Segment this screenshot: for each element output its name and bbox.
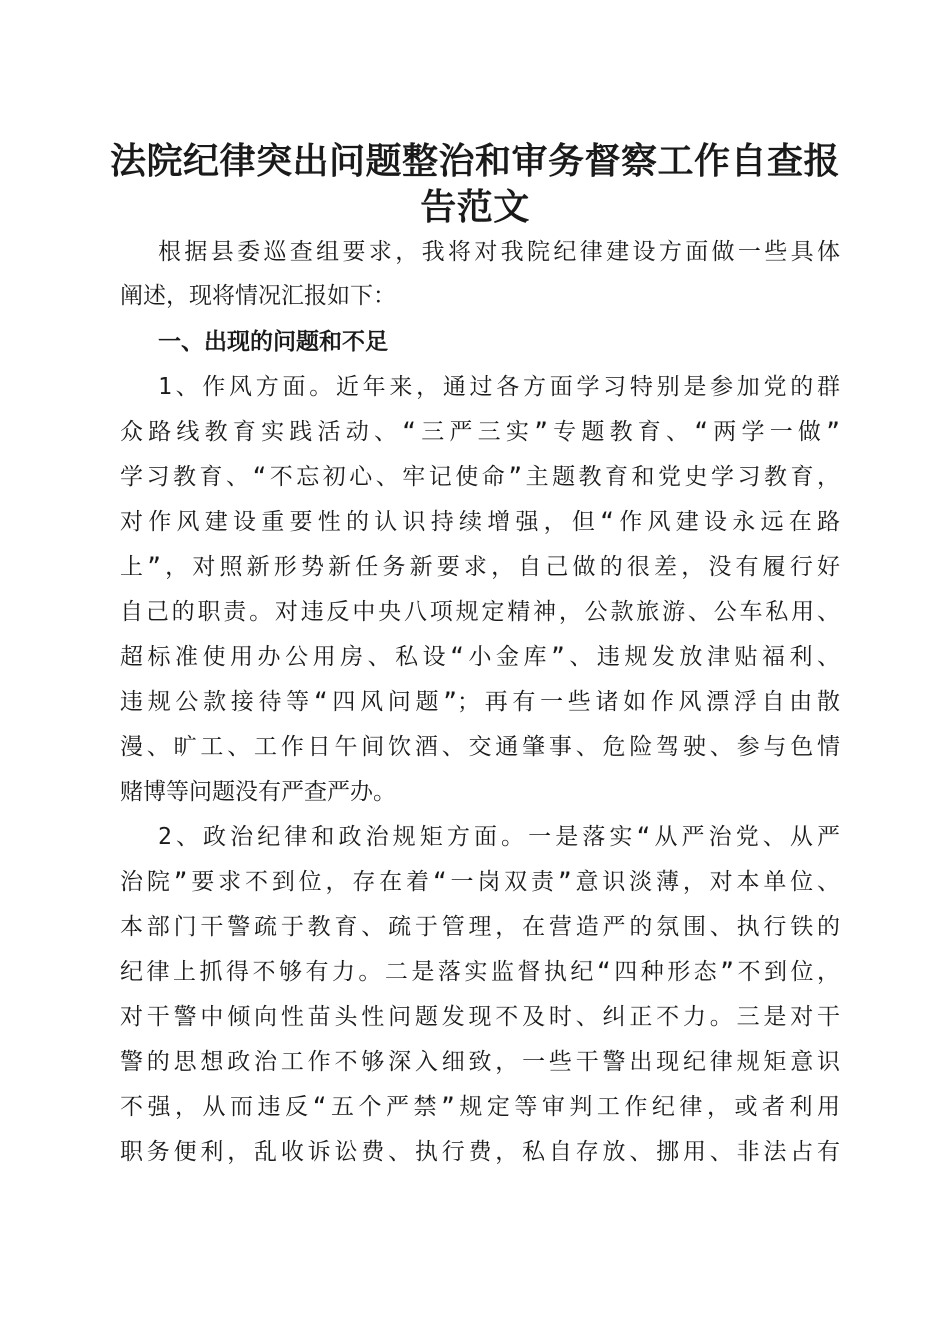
intro-line: 阐述，现将情况汇报如下： — [120, 283, 396, 309]
paragraph-line: 治院”要求不到位，存在着“一岗双责”意识淡薄，对本单位、 — [120, 869, 840, 895]
paragraph-line: 警的思想政治工作不够深入细致，一些干警出现纪律规矩意识 — [120, 1049, 840, 1075]
paragraph-line: 对干警中倾向性苗头性问题发现不及时、纠正不力。三是对干 — [120, 1004, 840, 1030]
paragraph-line: 不强，从而违反“五个严禁”规定等审判工作纪律，或者利用 — [120, 1094, 840, 1120]
paragraph-line: 1、作风方面。近年来，通过各方面学习特别是参加党的群 — [158, 374, 840, 400]
paragraph-line: 2、政治纪律和政治规矩方面。一是落实“从严治党、从严 — [158, 824, 840, 850]
intro-line: 根据县委巡查组要求，我将对我院纪律建设方面做一些具体 — [158, 239, 840, 265]
paragraph-line: 上”，对照新形势新任务新要求，自己做的很差，没有履行好 — [120, 554, 840, 580]
paragraph-line: 自己的职责。对违反中央八项规定精神，公款旅游、公车私用、 — [120, 599, 840, 625]
document-title-line-1: 法院纪律突出问题整治和审务督察工作自查报 — [110, 140, 841, 182]
paragraph-line: 本部门干警疏于教育、疏于管理，在营造严的氛围、执行铁的 — [120, 914, 840, 940]
paragraph-line: 学习教育、“不忘初心、牢记使命”主题教育和党史学习教育， — [120, 464, 840, 490]
paragraph-line: 纪律上抓得不够有力。二是落实监督执纪“四种形态”不到位， — [120, 959, 840, 985]
paragraph-line: 赌博等问题没有严查严办。 — [120, 779, 396, 805]
paragraph-line: 违规公款接待等“四风问题”；再有一些诸如作风漂浮自由散 — [120, 689, 840, 715]
paragraph-line: 超标准使用办公用房、私设“小金库”、违规发放津贴福利、 — [120, 644, 840, 670]
paragraph-line: 职务便利，乱收诉讼费、执行费，私自存放、挪用、非法占有 — [120, 1139, 840, 1165]
paragraph-line: 众路线教育实践活动、“三严三实”专题教育、“两学一做” — [120, 419, 840, 445]
section-heading: 一、出现的问题和不足 — [158, 329, 388, 355]
document-title-line-2: 告范文 — [420, 186, 530, 228]
paragraph-line: 对作风建设重要性的认识持续增强，但“作风建设永远在路 — [120, 509, 840, 535]
paragraph-line: 漫、旷工、工作日午间饮酒、交通肇事、危险驾驶、参与色情 — [120, 734, 840, 760]
